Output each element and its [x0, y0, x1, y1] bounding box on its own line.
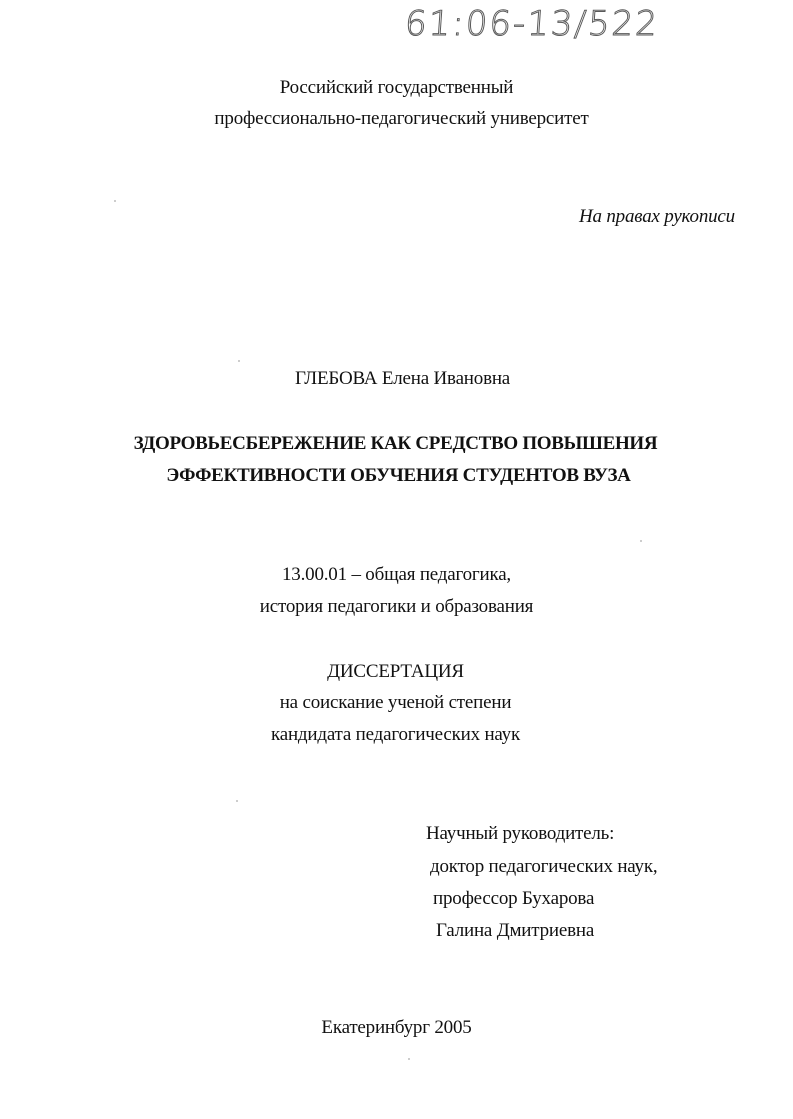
- degree-line-1: на соискание ученой степени: [279, 692, 512, 713]
- scan-speck: [236, 800, 238, 802]
- specialty-line-1: 13.00.01 – общая педагогика,: [282, 564, 511, 585]
- scan-speck: [114, 200, 116, 202]
- dissertation-title-line-2: ЭФФЕКТИВНОСТИ ОБУЧЕНИЯ СТУДЕНТОВ ВУЗА: [166, 465, 631, 486]
- supervisor-line-2: профессор Бухарова: [433, 888, 595, 909]
- degree-type: ДИССЕРТАЦИЯ: [327, 661, 464, 682]
- degree-line-2: кандидата педагогических наук: [270, 724, 521, 745]
- scan-speck: [408, 1058, 410, 1060]
- institution-line-1: Российский государственный: [279, 77, 514, 98]
- specialty-line-2: история педагогики и образования: [259, 596, 534, 617]
- supervisor-line-3: Галина Дмитриевна: [436, 920, 595, 941]
- city-year: Екатеринбург 2005: [321, 1017, 472, 1038]
- scan-speck: [640, 540, 642, 542]
- author-name: ГЛЕБОВА Елена Ивановна: [294, 368, 511, 389]
- scan-speck: [238, 360, 240, 362]
- manuscript-note: На правах рукописи: [579, 206, 735, 227]
- dissertation-title-line-1: ЗДОРОВЬЕСБЕРЕЖЕНИЕ КАК СРЕДСТВО ПОВЫШЕНИЯ: [133, 433, 658, 454]
- handwritten-catalog-code: 61:06-13/522: [403, 4, 661, 44]
- supervisor-line-1: доктор педагогических наук,: [430, 856, 658, 877]
- supervisor-label: Научный руководитель:: [426, 823, 615, 844]
- institution-line-2: профессионально-педагогический университет: [214, 108, 589, 129]
